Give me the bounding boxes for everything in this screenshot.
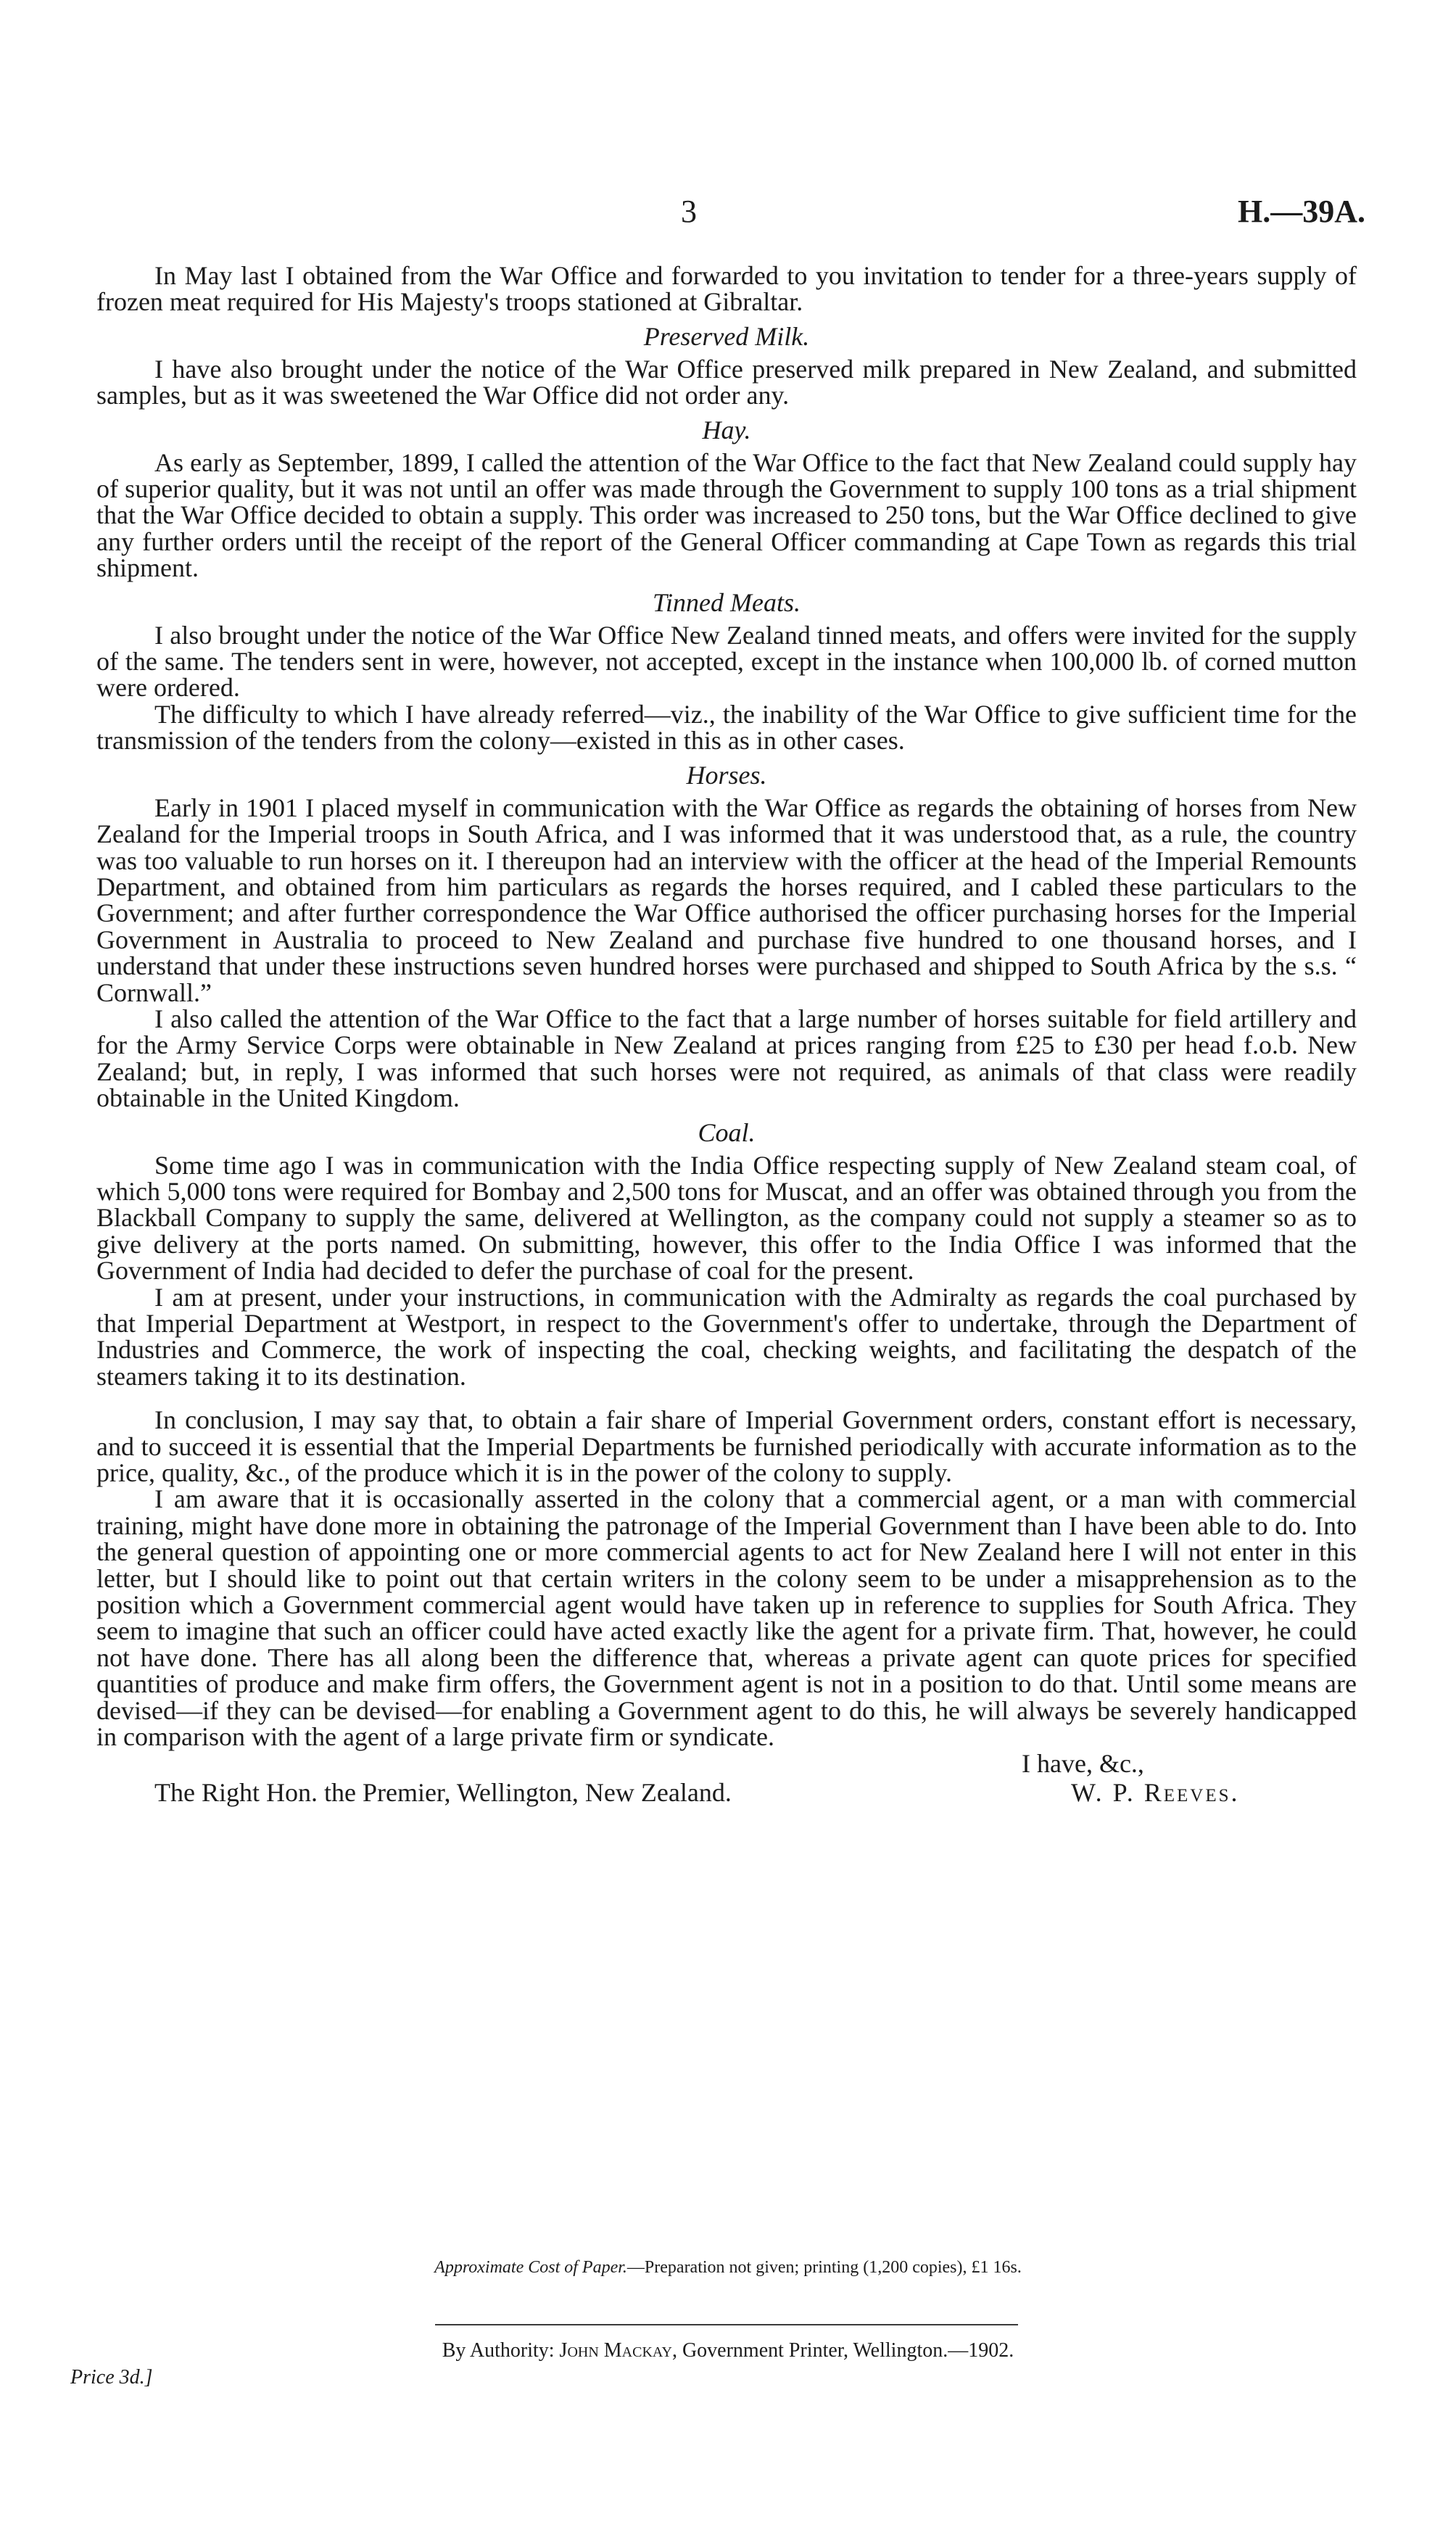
signature: W. P. Reeves. bbox=[1071, 1777, 1240, 1807]
printer-authority bbox=[0, 2338, 1456, 2363]
paragraph: Some time ago I was in communication with the India Office respecting supply of New Zealand steam coal, of which 5,000 tons were required for Bombay and 2,500 tons for Muscat, and an offer was obtained through you from the Blackball Company to supply the same, delivered at Wellington, as the company could not supply a steamer so as to give delivery at the ports named. On submitting, however, this offer to the India Office I was informed that the Government of India had decided to defer the purchase of coal for the present. bbox=[96, 1150, 1357, 1286]
section-heading: Horses. bbox=[686, 760, 767, 790]
section-heading: Coal. bbox=[698, 1117, 756, 1147]
printer-name: John Mackay bbox=[559, 2339, 672, 2362]
paragraph: In May last I obtained from the War Office and forwarded to you invitation to tender for a three-years supply of frozen meat required for His Majesty's troops stationed at Gibraltar. bbox=[96, 261, 1357, 317]
letter-body bbox=[96, 262, 1357, 1808]
paragraph: I have also brought under the notice of the War Office preserved milk prepared in New Zealand, and submitted samples, but as it was sweetened the War Office did not order any. bbox=[96, 354, 1357, 410]
paragraph: The difficulty to which I have already referred—viz., the inability of the War Office to give sufficient time for the transmission of the tenders from the colony—existed in this as in other cases. bbox=[96, 699, 1357, 756]
cost-label: Approximate Cost of Paper. bbox=[434, 2258, 627, 2277]
authority-suffix: , Government Printer, Wellington.—1902. bbox=[671, 2339, 1014, 2362]
addressee: The Right Hon. the Premier, Wellington, New Zealand. bbox=[154, 1777, 732, 1807]
paragraph: Early in 1901 I placed myself in communication with the War Office as regards the obtaining of horses from New Zealand for the Imperial troops in South Africa, and I was informed that it was understood that, as a rule, the country was too valuable to run horses on it. I thereupon had an interview with the officer at the head of the Imperial Remounts Department, and obtained from him particulars as regards the horses required, and I cabled these particulars to the Government; and after further correspondence the War Office authorised the officer purchasing horses for the Imperial Government in Australia to proceed to New Zealand and purchase five hundred to one thousand horses, and I understand that under these instructions seven hundred horses were purchased and shipped to South Africa by the s.s. “ Cornwall.” bbox=[96, 793, 1357, 1007]
section-heading: Hay. bbox=[702, 415, 751, 444]
paragraph: I also called the attention of the War Office to the fact that a large number of horses suitable for field artillery and for the Army Service Corps were obtainable in New Zealand at prices ranging from £25 to £30 per head f.o.b. New Zealand; but, in reply, I was informed that such horses were not required, as animals of that class were readily obtainable in the United Kingdom. bbox=[96, 1004, 1357, 1113]
divider bbox=[435, 2324, 1018, 2325]
paragraph: In conclusion, I may say that, to obtain a fair share of Imperial Government orders, constant effort is necessary, and to succeed it is essential that the Imperial Departments be furnished periodically with accurate information as to the price, quality, &c., of the produce which it is in the power of the colony to supply. bbox=[96, 1405, 1357, 1488]
price-note: Price 3d.] bbox=[70, 2366, 153, 2389]
letter-closing bbox=[96, 1750, 1357, 1808]
cost-text: —Preparation not given; printing (1,200 copies), £1 16s. bbox=[626, 2258, 1022, 2277]
paragraph: As early as September, 1899, I called the attention of the War Office to the fact that New Zealand could supply hay of superior quality, but it was not until an offer was made through the Government to supply 100 tons as a trial shipment that the War Office decided to obtain a supply. This order was increased to 250 tons, but the War Office declined to give any further orders until the receipt of the report of the General Officer commanding at Cape Town as regards this trial shipment. bbox=[96, 447, 1357, 583]
cost-note bbox=[0, 2257, 1456, 2278]
paragraph: I also brought under the notice of the War Office New Zealand tinned meats, and offers were invited for the supply of the same. The tenders sent in were, however, not accepted, except in the instance when 100,000 lb. of corned mutton were ordered. bbox=[96, 620, 1357, 703]
paragraph: I am aware that it is occasionally asserted in the colony that a commercial agent, or a man with commercial training, might have done more in obtaining the patronage of the Imperial Government than I have been able to do. Into the general question of appointing one or more commercial agents to act for New Zealand here I will not enter in this letter, but I should like to point out that certain writers in the colony seem to be under a misapprehension as to the position which a Government commercial agent would have taken up in reference to supplies for South Africa. They seem to imagine that such an officer could have acted exactly like the agent for a private firm. That, however, he could not have done. There has all along been the difference that, whereas a private agent can quote prices for specified quantities of produce and make firm offers, the Government agent is not in a position to do that. Until some means are devised—if they can be devised—for enabling a Government agent to do this, he will always be severely handicapped in comparison with the agent of a large private firm or syndicate. bbox=[96, 1484, 1357, 1752]
page-number: 3 bbox=[681, 194, 697, 229]
spacer bbox=[96, 1389, 1357, 1407]
authority-prefix: By Authority: bbox=[442, 2339, 555, 2362]
valediction: I have, &c., bbox=[1022, 1748, 1144, 1778]
section-heading: Preserved Milk. bbox=[643, 321, 810, 351]
section-heading: Tinned Meats. bbox=[653, 587, 801, 617]
document-reference: H.—39A. bbox=[1238, 194, 1365, 229]
paragraph: I am at present, under your instructions, in communication with the Admiralty as regards the coal purchased by that Imperial Department at Westport, in respect to the Government's offer to undertake, through the Department of Industries and Commerce, the work of inspecting the coal, checking weights, and facilitating the despatch of the steamers taking it to its destination. bbox=[96, 1282, 1357, 1391]
